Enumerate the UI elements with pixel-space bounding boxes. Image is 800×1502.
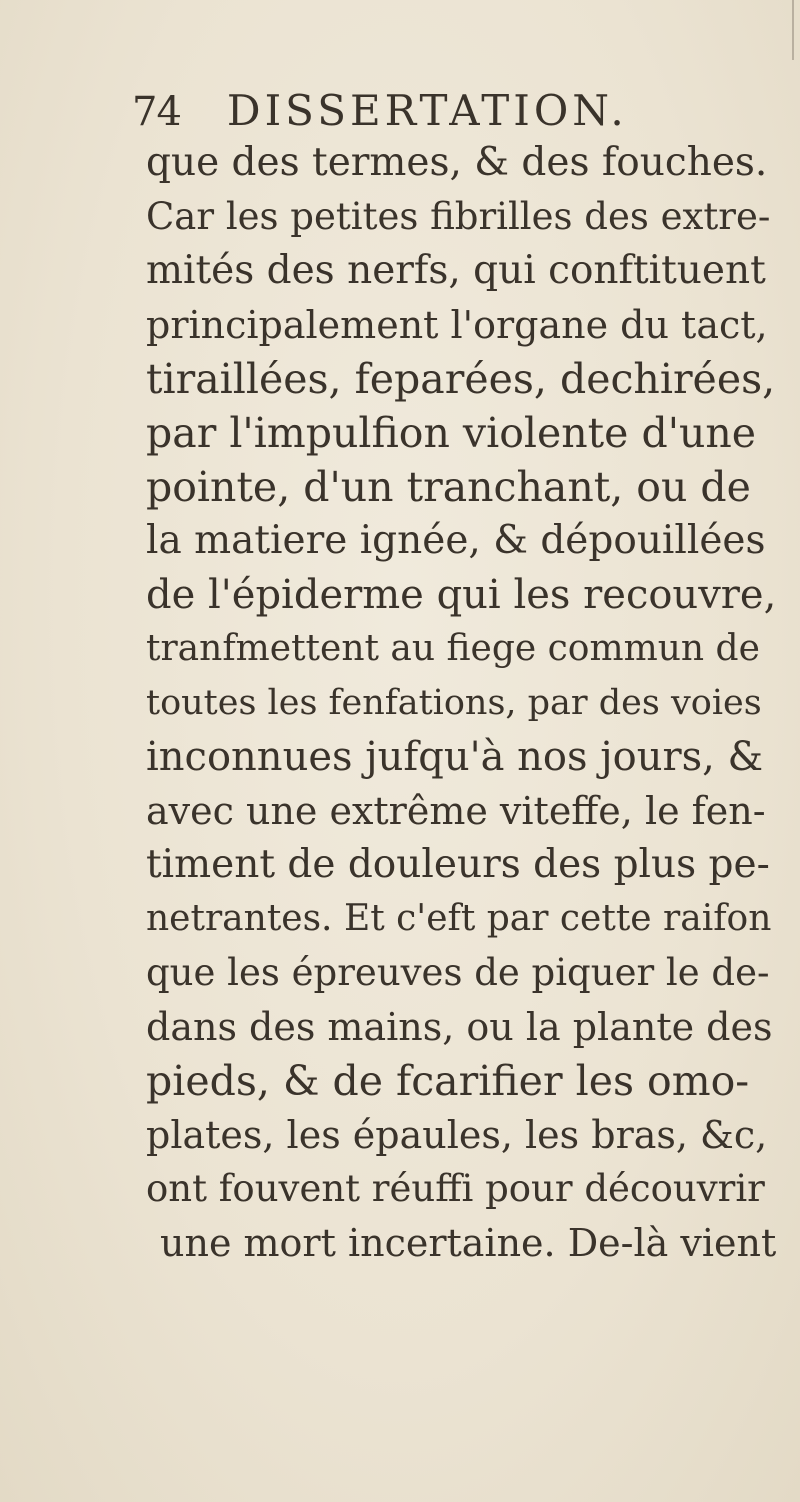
text-line: inconnues jufqu'à nos jours, & xyxy=(146,734,764,780)
text-line: la matiere ignée, & dépouillées xyxy=(146,518,766,563)
text-line: mités des nerfs, qui conftituent xyxy=(146,248,766,293)
text-line: plates, les épaules, les bras, &c, xyxy=(146,1113,768,1157)
text-line: pieds, & de fcarifier les omo- xyxy=(146,1057,750,1105)
text-line: une mort incertaine. De-là vient xyxy=(160,1221,776,1265)
text-line: tiraillées, feparées, dechirées, xyxy=(146,355,776,403)
text-line: ont fouvent réuffi pour découvrir xyxy=(146,1167,765,1210)
text-line: dans des mains, ou la plante des xyxy=(146,1005,773,1049)
text-line: Car les petites fibrilles des extre- xyxy=(146,195,771,238)
text-line: par l'impulfion violente d'une xyxy=(146,409,757,457)
text-line: avec une extrême viteffe, le fen- xyxy=(146,789,766,833)
text-line: que les épreuves de piquer le de- xyxy=(146,951,770,994)
text-line: netrantes. Et c'eft par cette raifon xyxy=(146,898,772,939)
text-line: tranfmettent au fiege commun de xyxy=(146,628,760,669)
text-line: principalement l'organe du tact, xyxy=(146,303,768,347)
body-text xyxy=(146,136,776,1270)
text-line: toutes les fenfations, par des voies xyxy=(146,683,762,723)
page-edge xyxy=(792,0,794,60)
running-title: DISSERTATION. xyxy=(226,86,628,135)
text-line: de l'épiderme qui les recouvre, xyxy=(146,572,776,618)
text-line: que des termes, & des fouches. xyxy=(146,140,768,185)
page-number: 74 xyxy=(132,89,181,135)
text-line: timent de douleurs des plus pe- xyxy=(146,842,770,887)
text-line: pointe, d'un tranchant, ou de xyxy=(146,463,751,511)
